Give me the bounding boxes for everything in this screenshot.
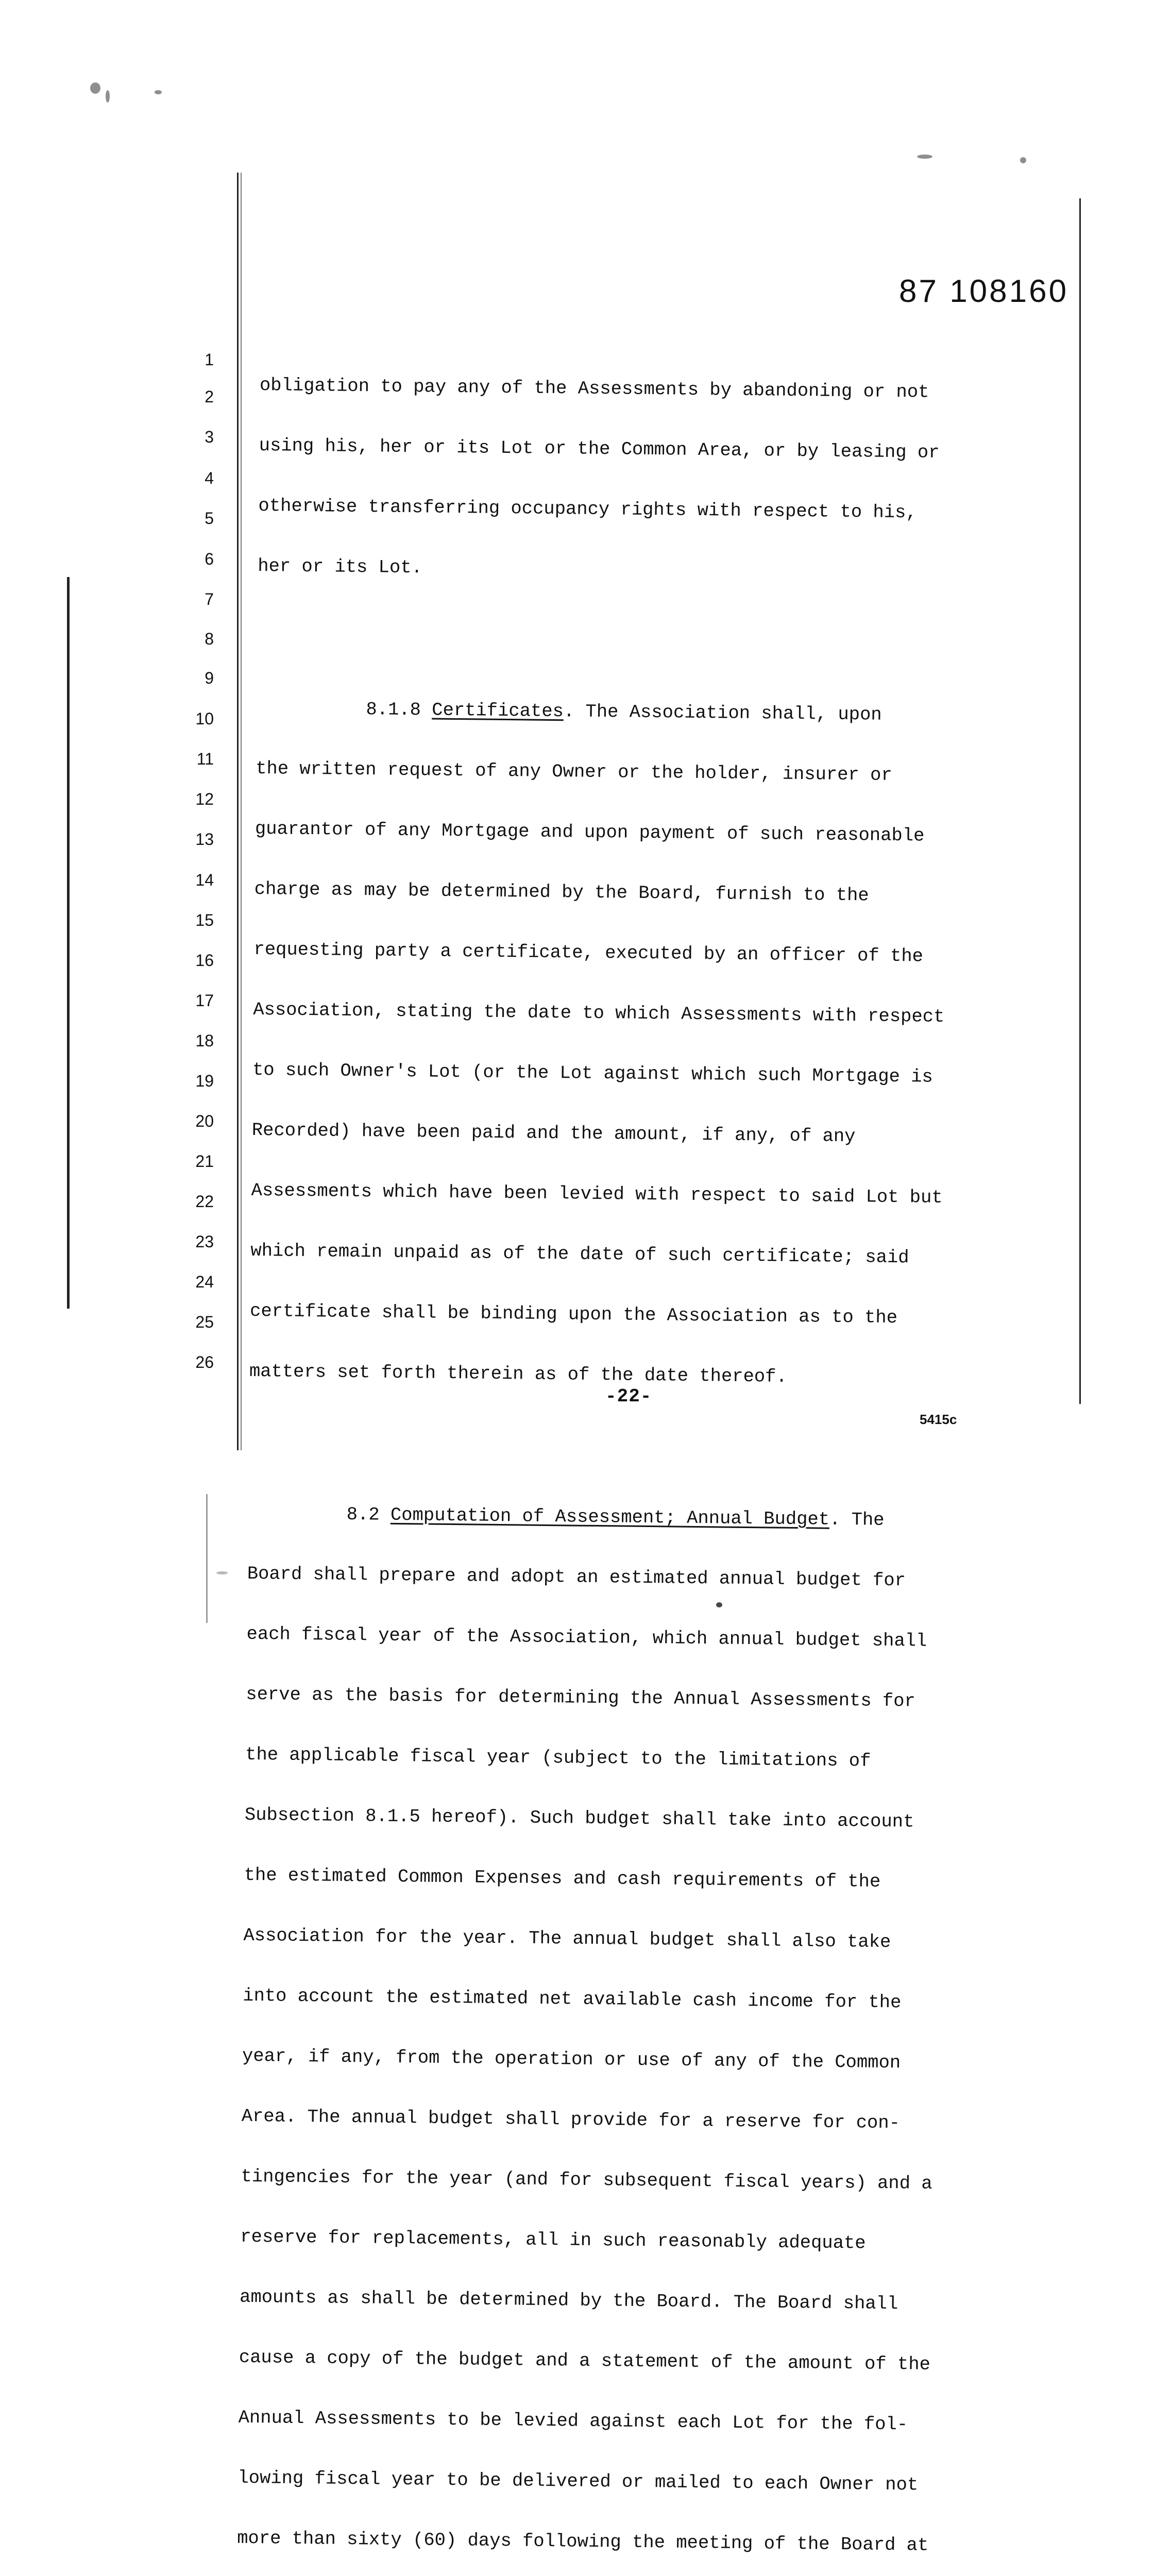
text-line: requesting party a certificate, executed by an officer of the [253,938,924,967]
line-number: 5 [205,509,214,528]
line-number: 18 [195,1031,214,1050]
line-number: 14 [195,871,214,889]
text-line: which remain unpaid as of the date of such certificate; said [250,1240,909,1268]
text-line: Association for the year. The annual budget shall also take [243,1924,891,1953]
text-line: to such Owner's Lot (or the Lot against which such Mortgage is [252,1059,934,1088]
line-number: 8 [205,630,214,648]
line-number: 21 [195,1152,214,1171]
line-number: 22 [195,1192,214,1211]
text-line: into account the estimated net available cash income for the [243,1985,902,2013]
line-number: 11 [196,750,214,768]
scan-speck [155,90,162,94]
text-line: guarantor of any Mortgage and upon payment of such reasonable [254,818,925,846]
section-8-2-heading-line: 8.2 Computation of Assessment; Annual Budget. The [346,1503,885,1531]
text-line: cause a copy of the budget and a statement of the amount of the [239,2346,931,2375]
page-number: -22- [605,1386,652,1407]
line-number: 16 [195,951,214,970]
text-line: Assessments which have been levied with respect to said Lot but [251,1179,943,1208]
text-line: Association, stating the date to which Assessments with respect [253,998,945,1027]
line-number: 19 [195,1072,214,1090]
section-number: 8.1.8 [366,699,432,721]
text-line: more than sixty (60) days following the meeting of the Board at [237,2527,929,2556]
scan-speck [216,1571,228,1574]
left-margin-rule [237,173,239,1450]
line-number: 23 [195,1232,214,1251]
section-heading: Certificates [432,699,564,722]
text-line: amounts as shall be determined by the Board. The Board shall [239,2286,898,2315]
scan-speck [106,90,110,103]
section-number: 8.2 [346,1503,391,1526]
line-number: 20 [195,1112,214,1130]
line-number: 7 [205,590,214,608]
line-number: 9 [205,669,214,687]
text-line: each fiscal year of the Association, which annual budget shall [246,1623,927,1652]
line-number: 26 [195,1353,214,1371]
text-line: the estimated Common Expenses and cash requirements of the [244,1864,881,1892]
line-number: 4 [205,469,214,487]
right-margin-rule [1079,198,1081,1404]
line-number: 15 [195,911,214,929]
text-line: matters set forth therein as of the date thereof. [249,1360,787,1387]
text-line: Board shall prepare and adopt an estimated annual budget for [247,1563,906,1591]
line-number: 12 [195,790,214,808]
left-scan-edge [67,577,70,1309]
bottom-left-smudge [206,1494,208,1623]
text-line: charge as may be determined by the Board, furnish to the [254,878,869,906]
text-line: Area. The annual budget shall provide for a reserve for con- [241,2105,901,2134]
scan-speck [1020,157,1026,163]
line-number: 2 [205,387,214,406]
text-line: otherwise transferring occupancy rights with respect to his, [258,495,917,523]
document-number: 87 108160 [899,274,1069,309]
section-8-1-8-heading-line: 8.1.8 Certificates. The Association shall, upon [366,699,882,725]
text-line: certificate shall be binding upon the Association as to the [249,1300,898,1329]
text-line: reserve for replacements, all in such reasonably adequate [240,2226,866,2254]
line-number: 6 [205,550,214,568]
text-line: year, if any, from the operation or use of any of the Common [242,2045,901,2074]
text-line: her or its Lot. [258,555,423,579]
text-line: Subsection 8.1.5 hereof). Such budget shall take into account [244,1804,914,1833]
text-line: the applicable fiscal year (subject to the limitations of [245,1743,871,1772]
text-line: the written request of any Owner or the holder, insurer or [255,757,892,786]
line-number: 24 [195,1273,214,1291]
text-line: Annual Assessments to be levied against each Lot for the fol- [238,2406,908,2435]
text-line: obligation to pay any of the Assessments by abandoning or not [259,374,929,403]
text-line: Recorded) have been paid and the amount, if any, of any [251,1119,856,1147]
left-margin-rule-inner [241,173,242,1450]
scan-speck [90,82,100,94]
text-line: tingencies for the year (and for subsequent fiscal years) and a [241,2165,932,2194]
line-number: 10 [195,709,214,728]
line-number: 25 [195,1313,214,1331]
text-line: serve as the basis for determining the Annual Assessments for [246,1683,916,1712]
line-number: 1 [205,350,214,369]
line-number: 13 [195,830,214,849]
text-line: lowing fiscal year to be delivered or mailed to each Owner not [237,2467,919,2496]
footer-code: 5415c [920,1412,957,1427]
line-number: 17 [195,991,214,1010]
section-heading: Computation of Assessment; Annual Budget [390,1504,830,1530]
text-line: using his, her or its Lot or the Common Area, or by leasing or [259,434,940,463]
line-number: 3 [205,428,214,446]
scan-speck [917,155,932,159]
body-text [227,335,1043,2576]
